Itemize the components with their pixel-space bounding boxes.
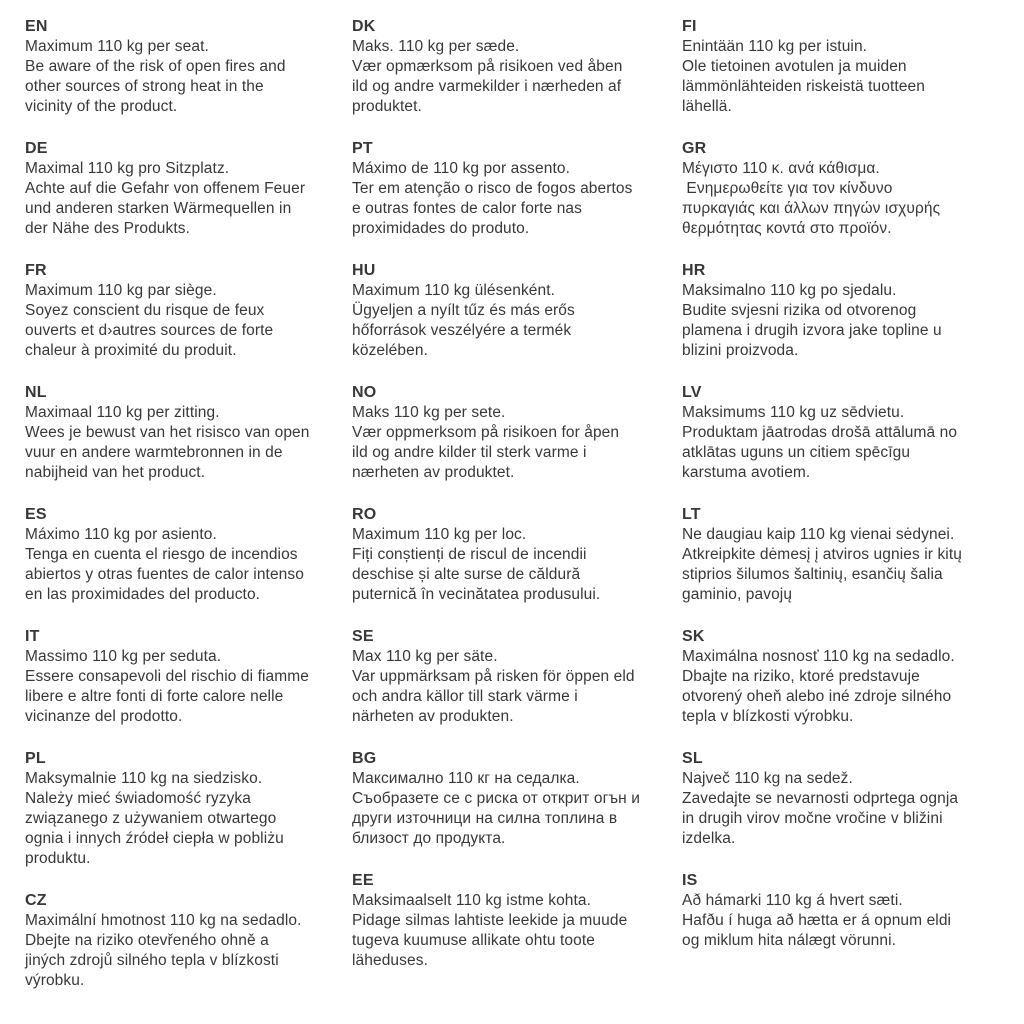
text-line: Dbajte na riziko, ktoré predstavuje: [682, 668, 920, 685]
text-line: libere e altre fonti di forte calore nelle: [25, 688, 284, 705]
language-code-heading: NL: [25, 384, 47, 401]
text-line: Съобразете се с риска от открит огън и: [352, 790, 640, 807]
text-line: Að hámarki 110 kg á hvert sæti.: [682, 892, 903, 909]
text-line: Pidage silmas lahtiste leekide ja muude: [352, 912, 628, 929]
text-line: Ne daugiau kaip 110 kg vienai sėdynei.: [682, 526, 955, 543]
text-line: Ole tietoinen avotulen ja muiden: [682, 58, 907, 75]
language-code-heading: GR: [682, 140, 707, 157]
text-line: vuur en andere warmtebronnen in de: [25, 444, 283, 461]
text-line: Zavedajte se nevarnosti odprtega ognja: [682, 790, 959, 807]
text-line: otvorený oheň alebo iné zdroje silného: [682, 688, 952, 705]
text-line: θερμότητας κοντά στο προϊόν.: [682, 220, 892, 237]
text-line: Maksimalno 110 kg po sjedalu.: [682, 282, 897, 299]
text-line: produktet.: [352, 98, 422, 115]
language-code-heading: HU: [352, 262, 376, 279]
language-code-heading: CZ: [25, 892, 47, 909]
text-line: närheten av produkten.: [352, 708, 514, 725]
text-line: in drugih virov močne vročine v bližini: [682, 810, 943, 827]
language-block-ee: [352, 871, 682, 971]
text-line: Maksimums 110 kg uz sēdvietu.: [682, 404, 905, 421]
text-line: Maks. 110 kg per sæde.: [352, 38, 520, 55]
language-block-de: [25, 139, 352, 239]
language-code-heading: PT: [352, 140, 373, 157]
language-code-heading: DK: [352, 18, 376, 35]
language-code-heading: EN: [25, 18, 48, 35]
text-line: Vær opmærksom på risikoen ved åben: [352, 58, 623, 75]
language-code-heading: EE: [352, 872, 374, 889]
text-line: közelében.: [352, 342, 428, 359]
language-block-nl: [25, 383, 352, 483]
text-line: plamena i drugih izvora jake topline u: [682, 322, 942, 339]
text-line: karstuma avotiem.: [682, 464, 811, 481]
language-code-heading: IS: [682, 872, 698, 889]
language-code-heading: FR: [25, 262, 47, 279]
language-block-gr: [682, 139, 999, 239]
text-line: lämmönlähteiden riskeistä tuotteen: [682, 78, 925, 95]
text-line: Maksymalnie 110 kg na siedzisko.: [25, 770, 263, 787]
language-block-bg: [352, 749, 682, 849]
text-line: abiertos y otras fuentes de calor intenso: [25, 566, 304, 583]
text-line: Enintään 110 kg per istuin.: [682, 38, 868, 55]
text-line: produktu.: [25, 850, 91, 867]
text-line: deschise și alte surse de căldură: [352, 566, 581, 583]
language-block-pt: [352, 139, 682, 239]
language-block-sl: [682, 749, 999, 849]
language-code-heading: LT: [682, 506, 701, 523]
text-line: Ügyeljen a nyílt tűz és más erős: [352, 302, 575, 319]
text-line: jiných zdrojů silného tepla v blízkosti: [25, 952, 279, 969]
text-line: Tenga en cuenta el riesgo de incendios: [25, 546, 298, 563]
text-line: nærheten av produktet.: [352, 464, 515, 481]
text-line: lähellä.: [682, 98, 732, 115]
text-line: Maximální hmotnost 110 kg na sedadlo.: [25, 912, 302, 929]
text-line: gaminio, pavojų: [682, 586, 793, 603]
language-code-heading: HR: [682, 262, 706, 279]
text-line: Maximaal 110 kg per zitting.: [25, 404, 220, 421]
text-line: ild og andre varmekilder i nærheden af: [352, 78, 622, 95]
language-code-heading: LV: [682, 384, 702, 401]
language-code-heading: NO: [352, 384, 377, 401]
language-block-en: [25, 17, 352, 117]
text-line: Maximum 110 kg per seat.: [25, 38, 209, 55]
text-line: Budite svjesni rizika od otvorenog: [682, 302, 917, 319]
text-line: πυρκαγιάς και άλλων πηγών ισχυρής: [682, 200, 941, 217]
text-line: Ενημερωθείτε για τον κίνδυνο: [682, 180, 893, 197]
language-block-sk: [682, 627, 999, 727]
text-line: Dbejte na riziko otevřeného ohně a: [25, 932, 269, 949]
text-line: Należy mieć świadomość ryzyka: [25, 790, 251, 807]
language-block-fi: [682, 17, 999, 117]
text-line: Ter em atenção o risco de fogos abertos: [352, 180, 633, 197]
text-line: Maksimaalselt 110 kg istme kohta.: [352, 892, 592, 909]
language-code-heading: SK: [682, 628, 705, 645]
language-block-no: [352, 383, 682, 483]
text-line: Be aware of the risk of open fires and: [25, 58, 286, 75]
text-line: vicinity of the product.: [25, 98, 178, 115]
text-line: other sources of strong heat in the: [25, 78, 264, 95]
language-block-it: [25, 627, 352, 727]
text-line: Maximal 110 kg pro Sitzplatz.: [25, 160, 230, 177]
text-line: vicinanze del prodotto.: [25, 708, 183, 725]
text-line: der Nähe des Produkts.: [25, 220, 191, 237]
text-line: związanego z używaniem otwartego: [25, 810, 277, 827]
language-block-hr: [682, 261, 999, 361]
text-line: Var uppmärksam på risken för öppen eld: [352, 668, 635, 685]
text-line: Μέγιστο 110 κ. ανά κάθισμα.: [682, 160, 880, 177]
text-line: tepla v blízkosti výrobku.: [682, 708, 854, 725]
language-code-heading: PL: [25, 750, 46, 767]
text-line: e outras fontes de calor forte nas: [352, 200, 583, 217]
text-line: Hafðu í huga að hætta er á opnum eldi: [682, 912, 952, 929]
text-line: puternică în vecinătatea produsului.: [352, 586, 601, 603]
text-line: Maks 110 kg per sete.: [352, 404, 506, 421]
text-line: blizini proizvoda.: [682, 342, 799, 359]
language-block-hu: [352, 261, 682, 361]
text-line: läheduses.: [352, 952, 428, 969]
text-line: stiprios šilumos šaltinių, esančių šalia: [682, 566, 943, 583]
text-line: výrobku.: [25, 972, 85, 989]
text-line: Atkreipkite dėmesį į atviros ugnies ir kitų: [682, 546, 962, 563]
text-line: Essere consapevoli del rischio di fiamme: [25, 668, 309, 685]
text-line: Wees je bewust van het risisco van open: [25, 424, 310, 441]
text-line: Achte auf die Gefahr von offenem Feuer: [25, 180, 306, 197]
language-code-heading: FI: [682, 18, 697, 35]
text-line: Maximum 110 kg per loc.: [352, 526, 527, 543]
language-block-lt: [682, 505, 999, 605]
text-line: Máximo 110 kg por asiento.: [25, 526, 217, 543]
language-code-heading: SL: [682, 750, 703, 767]
text-line: izdelka.: [682, 830, 736, 847]
text-line: Soyez conscient du risque de feux: [25, 302, 265, 319]
language-block-pl: [25, 749, 352, 869]
text-line: Vær oppmerksom på risikoen for åpen: [352, 424, 620, 441]
text-line: Maximum 110 kg ülésenként.: [352, 282, 556, 299]
column-middle: [352, 17, 682, 1024]
column-right: [682, 17, 999, 1024]
language-code-heading: IT: [25, 628, 40, 645]
text-line: Máximo de 110 kg por assento.: [352, 160, 571, 177]
text-line: Maximum 110 kg par siège.: [25, 282, 217, 299]
text-line: близост до продукта.: [352, 830, 506, 847]
text-line: Maximálna nosnosť 110 kg na sedadlo.: [682, 648, 955, 665]
language-code-heading: ES: [25, 506, 47, 523]
language-block-es: [25, 505, 352, 605]
text-line: Največ 110 kg na sedež.: [682, 770, 853, 787]
text-line: ognia i innych źródeł ciepła w pobliżu: [25, 830, 284, 847]
text-line: Fiți conștienți de riscul de incendii: [352, 546, 587, 563]
text-line: atklātas uguns un citiem spēcīgu: [682, 444, 911, 461]
text-line: други източници на силна топлина в: [352, 810, 618, 827]
language-block-cz: [25, 891, 352, 991]
language-code-heading: RO: [352, 506, 377, 523]
text-line: ouverts et d›autres sources de forte: [25, 322, 274, 339]
language-block-se: [352, 627, 682, 727]
text-line: Максимално 110 кг на седалка.: [352, 770, 580, 787]
language-code-heading: DE: [25, 140, 48, 157]
text-line: og miklum hita nálægt vörunni.: [682, 932, 897, 949]
text-line: Max 110 kg per säte.: [352, 648, 498, 665]
text-line: proximidades do produto.: [352, 220, 530, 237]
language-block-is: [682, 871, 999, 951]
language-block-lv: [682, 383, 999, 483]
text-line: Produktam jāatrodas drošā attālumā no: [682, 424, 958, 441]
text-line: Massimo 110 kg per seduta.: [25, 648, 222, 665]
text-line: und anderen starken Wärmequellen in: [25, 200, 292, 217]
language-code-heading: SE: [352, 628, 374, 645]
text-line: ild og andre kilder til sterk varme i: [352, 444, 587, 461]
text-line: och andra källor till stark värme i: [352, 688, 578, 705]
language-block-ro: [352, 505, 682, 605]
text-line: chaleur à proximité du produit.: [25, 342, 237, 359]
language-block-dk: [352, 17, 682, 117]
text-line: hőforrások veszélyére a termék: [352, 322, 572, 339]
text-line: tugeva kuumuse allikate ohtu toote: [352, 932, 595, 949]
text-line: en las proximidades del producto.: [25, 586, 261, 603]
language-code-heading: BG: [352, 750, 377, 767]
language-block-fr: [25, 261, 352, 361]
text-line: nabijheid van het product.: [25, 464, 206, 481]
column-left: [25, 17, 352, 1024]
